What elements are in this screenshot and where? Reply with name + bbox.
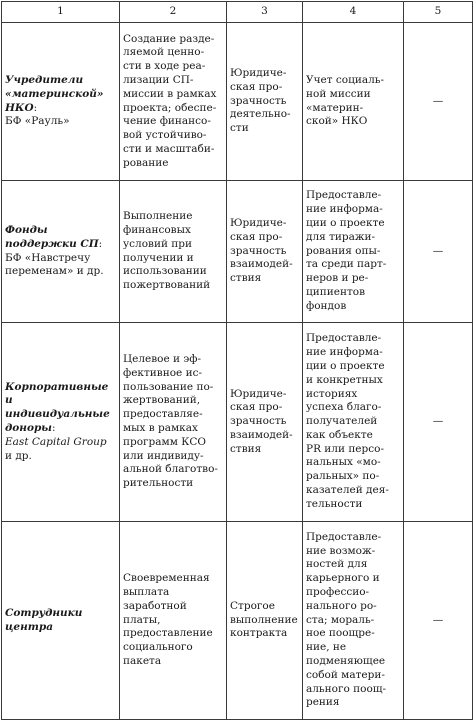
stakeholder-name-colon: : [33, 101, 38, 114]
column-header-1: 1 [2, 2, 120, 23]
stakeholder-cell [2, 522, 120, 720]
stakeholder-cell [2, 23, 120, 181]
stakeholder-table [1, 1, 473, 720]
expectation-cell: Выполнение финансовых условий при получении и использовании пожертвований [120, 181, 227, 323]
stakeholder-example-tail: и др. [5, 449, 32, 462]
dash-cell: — [404, 23, 473, 181]
stakeholder-example: БФ «Навстречу переменам» и др. [5, 251, 104, 278]
column-header-5: 5 [404, 2, 473, 23]
stakeholder-cell [2, 323, 120, 522]
stakeholder-cell [2, 181, 120, 323]
column-header-4: 4 [303, 2, 404, 23]
stakeholder-example-latin: East Capital Group [5, 435, 107, 448]
expectation-cell: Целевое и эф- фективное ис- пользование по- жертвований, предоставляе- мых в рамках программ КСО или индивиду- альной благотво- рительности [120, 323, 227, 522]
table-row [2, 23, 473, 181]
information-cell: Учет социаль- ной миссии «материн- ской» НКО [303, 23, 404, 181]
table-row [2, 522, 473, 720]
stakeholder-name-colon: : [98, 237, 103, 250]
stakeholder-name: Учредители «материнской» НКО [5, 73, 104, 114]
requirement-cell: Юридиче- ская про- зрачность взаимодей- ствия [227, 323, 303, 522]
dash-cell: — [404, 522, 473, 720]
dash-cell: — [404, 323, 473, 522]
requirement-cell: Юридиче- ская про- зрачность взаимодей- ствия [227, 181, 303, 323]
table-row [2, 323, 473, 522]
expectation-cell: Создание разде- ляемой ценно- сти в ходе реа- лизации СП- миссии в рамках проекта; обеспе- чение финансо- вой устойчиво- сти и масштаби- рование [120, 23, 227, 181]
stakeholder-name-colon: : [52, 422, 56, 434]
dash-cell: — [404, 181, 473, 323]
stakeholder-name: Сотрудники центра [5, 606, 83, 633]
stakeholder-example: БФ «Рауль» [5, 115, 70, 128]
stakeholder-name: Фонды поддержки СП [5, 223, 99, 250]
header-row [2, 2, 473, 23]
table-row [2, 181, 473, 323]
information-cell: Предоставле- ние информа- ции о проекте для тиражи- рования опы- та среди парт- неров и ре- ципиентов фондов [303, 181, 404, 323]
column-header-3: 3 [227, 2, 303, 23]
information-cell: Предоставле- ние информа- ции о проекте и конкретных историях успеха благо- получателей как объекте PR или персо- нальных «мо- ральных» по- казателей дея- тельности [303, 323, 404, 522]
requirement-cell: Юридиче- ская про- зрачность деятельно- сти [227, 23, 303, 181]
information-cell: Предоставле- ние возмож- ностей для карьерного и профессио- нального ро- ста; мораль- ное поощре- ние, не подменяющее собой матери- ального поощ- рения [303, 522, 404, 720]
expectation-cell: Своевременная выплата заработной платы, предоставление социального пакета [120, 522, 227, 720]
column-header-2: 2 [120, 2, 227, 23]
stakeholder-name: Корпоративные и индивидуальные доноры [5, 380, 110, 434]
requirement-cell: Строгое выполнение контракта [227, 522, 303, 720]
